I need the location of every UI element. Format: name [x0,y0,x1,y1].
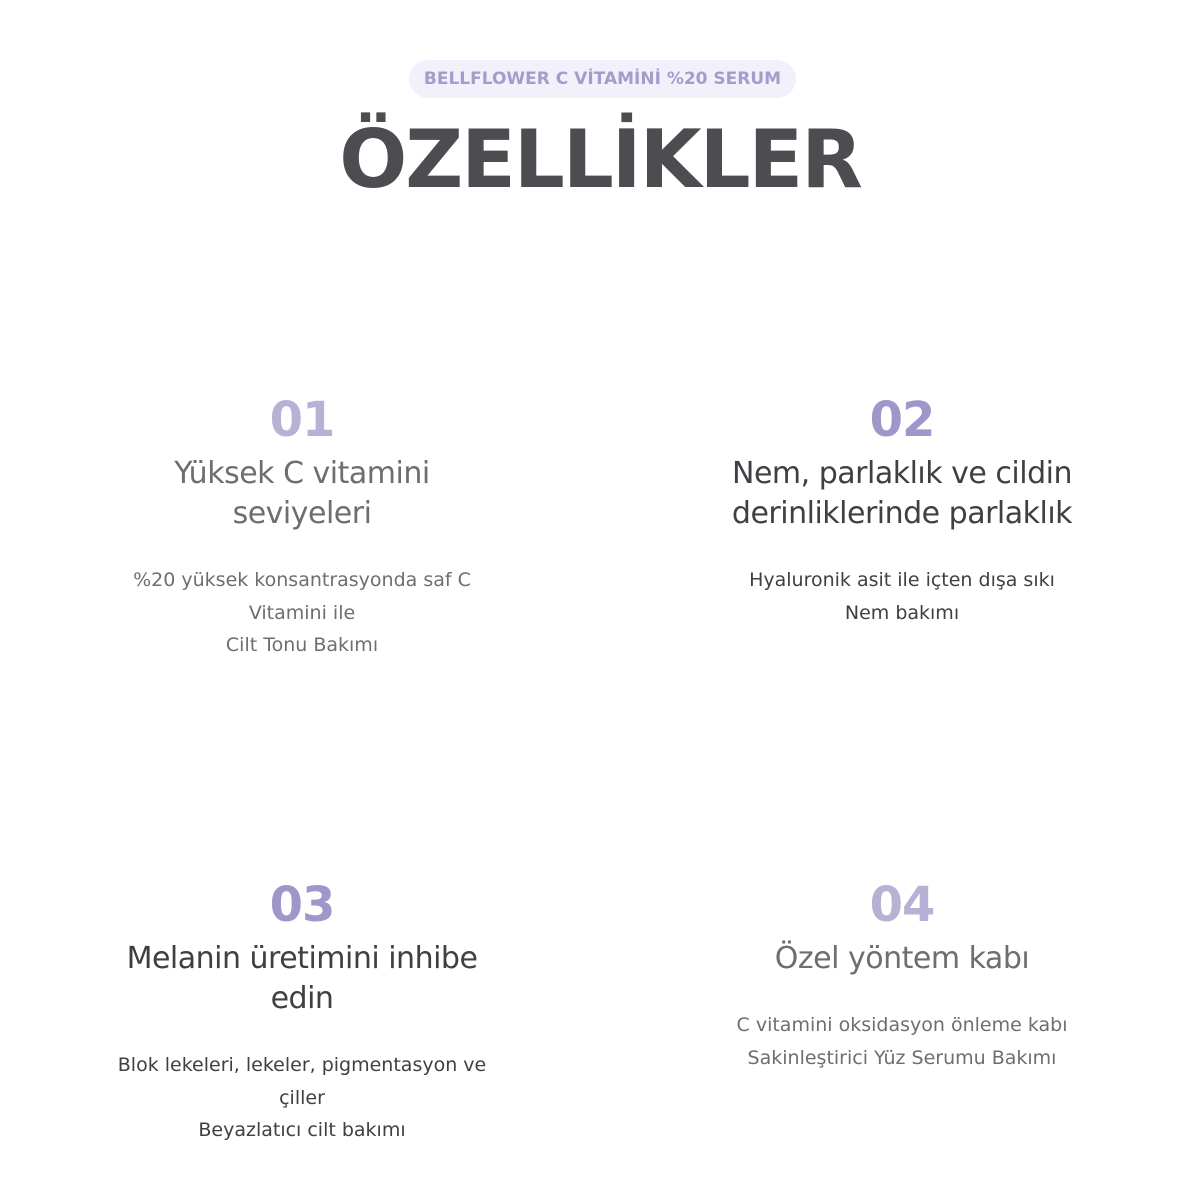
feature-heading [82,939,522,1019]
page-title: ÖZELLİKLER [339,113,861,206]
feature-heading-line: Yüksek C vitamini [174,456,430,491]
product-name-badge: BELLFLOWER C VİTAMİNİ %20 SERUM [409,60,796,98]
feature-heading [682,454,1122,534]
feature-number: 04 [869,877,935,933]
feature-description-line: çiller [279,1086,325,1109]
feature-heading-line: Özel yöntem kabı [774,941,1030,976]
feature-number: 02 [869,392,935,448]
feature-heading-line: Melanin üretimini inhibe [126,941,478,976]
feature-heading-line: edin [270,981,334,1016]
feature-description [682,564,1122,629]
feature-description [82,1049,522,1147]
feature-heading [82,454,522,534]
feature-description-line: Beyazlatıcı cilt bakımı [198,1119,406,1141]
feature-description-line: Sakinleştirici Yüz Serumu Bakımı [747,1046,1057,1069]
feature-number: 03 [269,877,335,933]
feature-heading [682,939,1122,979]
feature-card-01 [82,392,522,662]
feature-description [82,564,522,662]
feature-description [682,1009,1122,1074]
feature-card-02 [682,392,1122,629]
feature-description-line: Vitamini ile [248,601,356,624]
feature-heading-line: Nem, parlaklık ve cildin [732,456,1072,491]
feature-card-03 [82,877,522,1147]
feature-card-04 [682,877,1122,1074]
feature-description-line: C vitamini oksidasyon önleme kabı [736,1014,1068,1036]
feature-description-line: Hyaluronik asit ile içten dışa sıkı [749,569,1055,591]
feature-description-line: Blok lekeleri, lekeler, pigmentasyon ve [117,1054,487,1076]
feature-number: 01 [269,392,335,448]
feature-heading-line: seviyeleri [232,496,372,531]
feature-heading-line: derinliklerinde parlaklık [731,496,1073,531]
feature-description-line: Cilt Tonu Bakımı [225,634,379,656]
feature-description-line: %20 yüksek konsantrasyonda saf C [133,569,471,591]
feature-description-line: Nem bakımı [844,601,960,624]
